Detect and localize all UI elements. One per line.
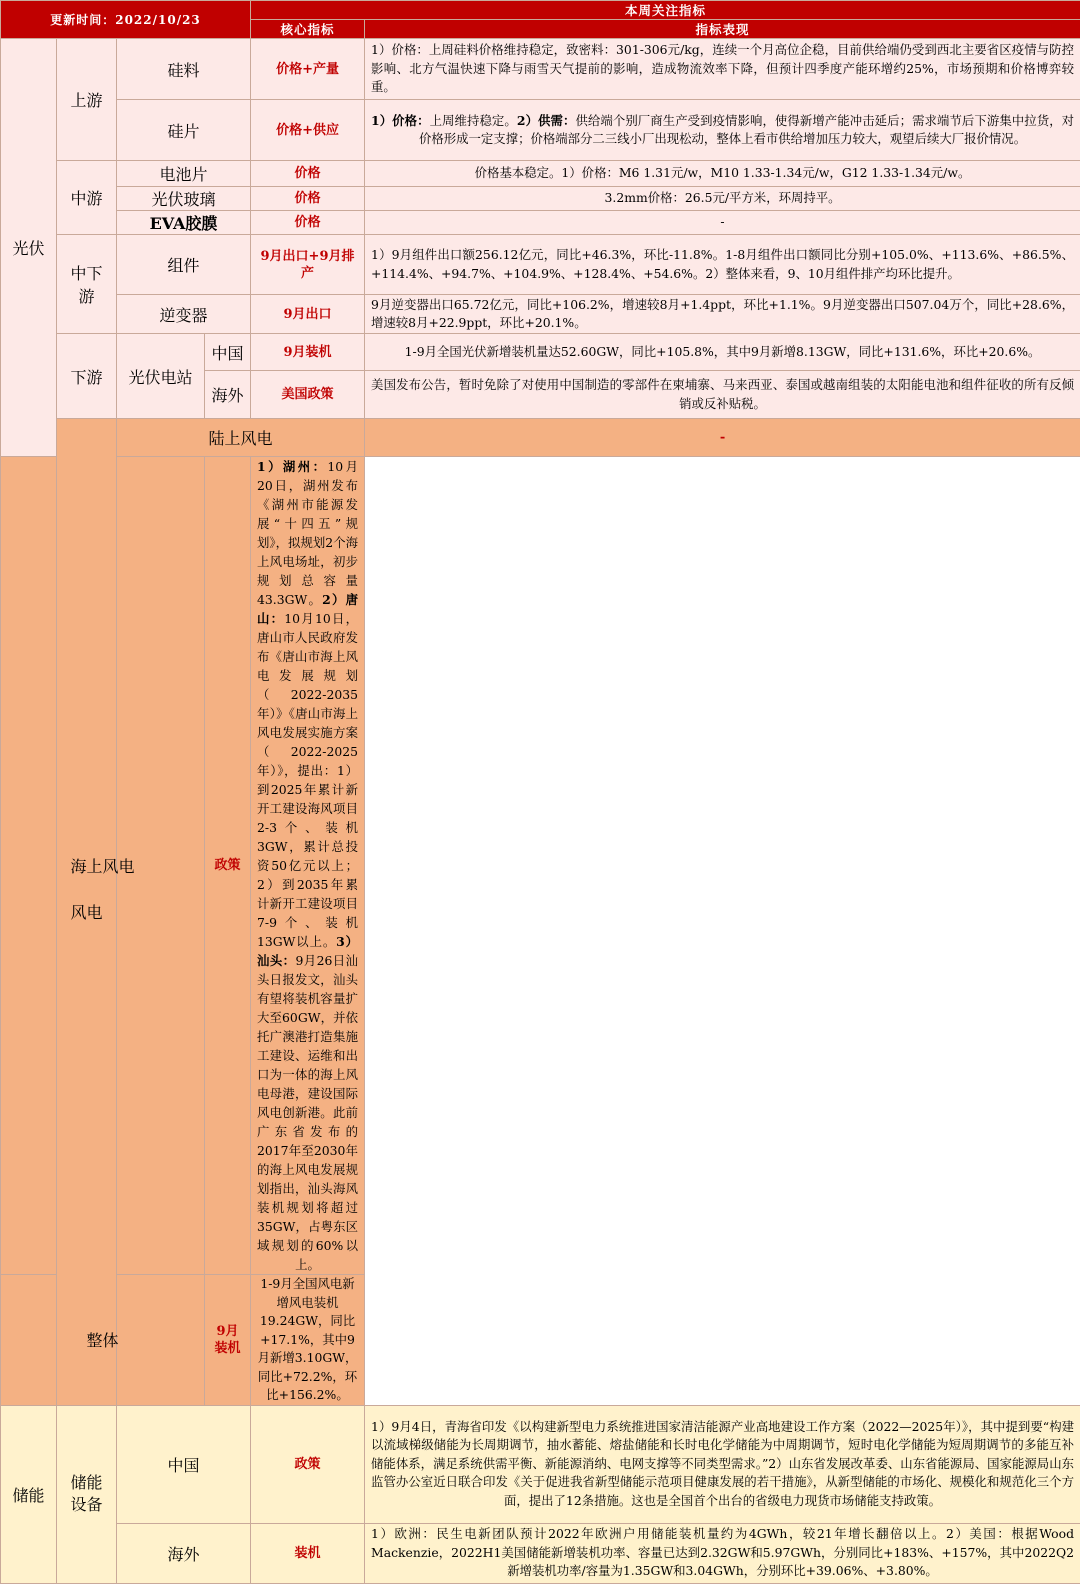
perf-storage-overseas: 1）欧洲：民生电新团队预计2022年欧洲户用储能装机量约为4GWh，较21年增长翻倍以上。2）美国：根据Wood Mackenzie，2022H1美国储能新增装机功率、容量已达到2.32GW和5.97GWh，分别同比+183%、+157%，其中2022Q2新增装机功率/容量为1.35GW和3.04GWh，分别环比+39.06%、+3.80%。 xyxy=(365,1523,1080,1583)
perf-offshore: 1）湖州：10月20日，湖州发布《湖州市能源发展“十四五”规划》，拟规划2个海上风电场址，初步规划总容量43.3GW。2）唐山：10月10日，唐山市人民政府发布《唐山市海上风电发展规划（2022-2035年）》《唐山市海上风电发展实施方案（2022-2025年）》，提出：1）到2025年累计新开工建设海风项目2-3个、装机3GW，累计总投资50亿元以上；2）到2035年累计新开工建设项目7-9个、装机13GW以上。3）汕头：9月26日汕头日报发文，汕头有望将装机容量扩大至60GW，并依托广澳港打造集施工建设、运维和出口为一体的海上风电母港，建设国际风电创新港。此前广东省发布的2017年至2030年的海上风电发展规划指出，汕头海风装机规划将超过35GW，占粤东区域规划的60%以上。 xyxy=(251,457,365,1275)
perf-pv-china: 1-9月全国光伏新增装机量达52.60GW，同比+105.8%，其中9月新增8.13GW，同比+131.6%，环比+20.6%。 xyxy=(365,334,1080,371)
indicator-storage-china: 政策 xyxy=(251,1405,365,1523)
item-cell: 电池片 xyxy=(117,161,251,187)
indicator-cell: 价格 xyxy=(251,161,365,187)
row-cell xyxy=(1,161,1080,187)
perf-silicon: 1）价格：上周硅料价格维持稳定，致密料：301-306元/kg，连续一个月高位企稳，目前供给端仍受到西北主要省区疫情与防控影响、北方气温快速下降与雨雪天气提前的影响，造成物流效率下降，但预计四季度产能环增约25%，市场预期和价格博弈较重。 xyxy=(365,39,1080,100)
col-core-indicator: 核心指标 xyxy=(251,20,365,39)
sector-storage: 储能 xyxy=(1,1405,57,1583)
sector-wind: 风电 xyxy=(57,419,117,1406)
item-offshore: 海上风电 xyxy=(1,457,205,1275)
row-inverter xyxy=(1,295,1080,334)
indicator-pv-china: 9月装机 xyxy=(251,334,365,371)
perf-module: 1）9月组件出口额256.12亿元，同比+46.3%，环比-11.8%。1-8月组件出口额同比分别+105.0%、+113.6%、+86.5%、+114.4%、+94.7%、+104.9%、+128.4%、+54.6%。2）整体来看，9、10月组件排产均环比提升。 xyxy=(365,235,1080,295)
row-storage-overseas xyxy=(1,1523,1080,1583)
row-pv-china xyxy=(1,334,1080,371)
segment-mid-downstream: 中下游 xyxy=(57,235,117,334)
item-wind-overall: 整体 xyxy=(1,1275,205,1406)
item-glass: 光伏玻璃 xyxy=(117,187,251,211)
region-china-pv: 中国 xyxy=(205,334,251,371)
row-module xyxy=(1,235,1080,295)
focus-title: 本周关注指标 xyxy=(251,1,1080,20)
row-wafer xyxy=(1,100,1080,161)
indicator-module: 9月出口+9月排产 xyxy=(251,235,365,295)
perf-eva: - xyxy=(365,211,1080,235)
item-pv-station: 光伏电站 xyxy=(117,334,205,419)
indicator-offshore: 政策 xyxy=(205,457,251,1275)
row-eva xyxy=(1,211,1080,235)
perf-pv-overseas: 美国发布公告，暂时免除了对使用中国制造的零部件在柬埔寨、马来西亚、泰国或越南组装的太阳能电池和组件征收的所有反倾销或反补贴税。 xyxy=(365,371,1080,419)
region-overseas-storage: 海外 xyxy=(117,1523,251,1583)
indicator-onshore: - xyxy=(365,419,1080,457)
row-storage-china xyxy=(1,1405,1080,1523)
segment-midstream: 中游 xyxy=(57,161,117,235)
item-module: 组件 xyxy=(117,235,251,295)
indicator-silicon: 价格+产量 xyxy=(251,39,365,100)
perf-wafer: 1）价格：上周维持稳定。2）供需：供给端个别厂商生产受到疫情影响，使得新增产能冲击延后；需求端节后下游集中拉货，对价格形成一定支撑；价格端部分二三线小厂出现松动，整体上看市供给增加压力较大，观望后续大厂报价情况。 xyxy=(365,100,1080,161)
perf-inverter: 9月逆变器出口65.72亿元，同比+106.2%，增速较8月+1.4ppt，环比+1.1%。9月逆变器出口507.04万个，同比+28.6%，增速较8月+22.9ppt，环比+20.1%。 xyxy=(365,295,1080,334)
perf-wind-overall: 1-9月全国风电新增风电装机19.24GW，同比+17.1%，其中9月新增3.10GW，同比+72.2%，环比+156.2%。 xyxy=(251,1275,365,1406)
item-inverter: 逆变器 xyxy=(117,295,251,334)
item-silicon: 硅料 xyxy=(117,39,251,100)
indicator-storage-overseas: 装机 xyxy=(251,1523,365,1583)
row-silicon xyxy=(1,39,1080,100)
indicator-eva: 价格 xyxy=(251,211,365,235)
indicator-inverter: 9月出口 xyxy=(251,295,365,334)
col-indicator-performance: 指标表现 xyxy=(365,20,1080,39)
indicator-wind-overall: 9月装机 xyxy=(205,1275,251,1406)
sector-pv: 光伏 xyxy=(1,39,57,457)
update-time: 更新时间：2022/10/23 xyxy=(1,1,251,39)
item-wafer: 硅片 xyxy=(117,100,251,161)
segment-downstream: 下游 xyxy=(57,334,117,419)
row-onshore xyxy=(1,419,1080,457)
indicator-pv-overseas: 美国政策 xyxy=(251,371,365,419)
region-overseas-pv: 海外 xyxy=(205,371,251,419)
indicator-glass: 价格 xyxy=(251,187,365,211)
item-eva: EVA胶膜 xyxy=(117,211,251,235)
segment-upstream: 上游 xyxy=(57,39,117,161)
perf-storage-china: 1）9月4日，青海省印发《以构建新型电力系统推进国家清洁能源产业高地建设工作方案（2022—2025年）》，其中提到要“构建以流域梯级储能为长周期调节，抽水蓄能、熔盐储能和长时电化学储能为中周期调节，短时电化学储能为短周期调节的多能互补储能体系，满足系统供需平衡、新能源消纳、电网支撑等不同类型需求。”2）山东省发展改革委、山东省能源局、国家能源局山东监管办公室近日联合印发《关于促进我省新型储能示范项目健康发展的若干措施》，从新型储能的市场化、规模化和规范化三个方面，提出了12条措施。这也是全国首个出台的省级电力现货市场储能支持政策。 xyxy=(365,1405,1080,1523)
region-china-storage: 中国 xyxy=(117,1405,251,1523)
item-onshore: 陆上风电 xyxy=(117,419,365,457)
item-storage-device: 储能设备 xyxy=(57,1405,117,1583)
row-offshore xyxy=(1,457,1080,1275)
perf-glass: 3.2mm价格：26.5元/平方米，环周持平。 xyxy=(365,187,1080,211)
row-glass xyxy=(1,187,1080,211)
perf-cell: 价格基本稳定。1）价格：M6 1.31元/w，M10 1.33-1.34元/w，G12 1.33-1.34元/w。 xyxy=(365,161,1080,187)
row-wind-overall xyxy=(1,1275,1080,1406)
indicator-wafer: 价格+供应 xyxy=(251,100,365,161)
